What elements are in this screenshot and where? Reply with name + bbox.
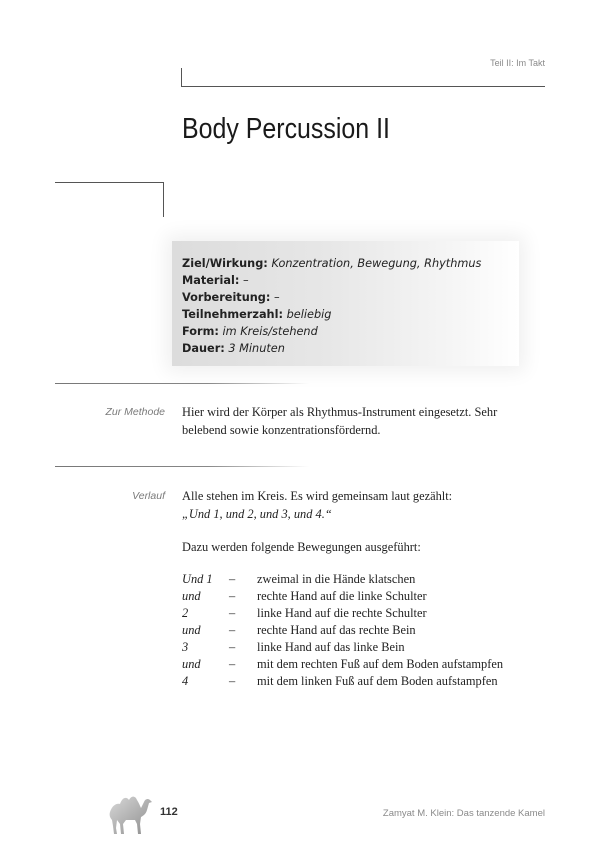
methode-line: belebend sowie konzentrationsfördernd. bbox=[182, 423, 381, 437]
step-count: 3 bbox=[182, 640, 189, 654]
step-count: Und 1 bbox=[182, 572, 213, 586]
page-title: Body Percussion II bbox=[182, 113, 390, 145]
methode-line: Hier wird der Körper als Rhythmus-Instrument eingesetzt. Sehr bbox=[182, 405, 498, 419]
movements-intro: Dazu werden folgende Bewegungen ausgeführt: bbox=[182, 540, 421, 554]
info-label: Teilnehmerzahl: bbox=[182, 308, 283, 322]
step-action: linke Hand auf die rechte Schulter bbox=[257, 606, 427, 620]
info-row-vorbereitung bbox=[182, 289, 481, 306]
info-label: Vorbereitung: bbox=[182, 291, 271, 305]
info-row-material bbox=[182, 272, 481, 289]
section-label-methode: Zur Methode bbox=[105, 406, 165, 418]
step-count: 4 bbox=[182, 674, 189, 688]
info-row-ziel bbox=[182, 255, 481, 272]
camel-icon bbox=[104, 790, 156, 836]
step-count: und bbox=[182, 623, 201, 637]
step-action: rechte Hand auf die linke Schulter bbox=[257, 589, 427, 603]
header-rule-horizontal bbox=[181, 86, 545, 87]
info-value: beliebig bbox=[286, 308, 332, 322]
info-value: 3 Minuten bbox=[228, 342, 285, 356]
corner-rule-horizontal bbox=[55, 182, 163, 183]
info-value: – bbox=[242, 274, 249, 288]
step-action: mit dem rechten Fuß auf dem Boden aufstampfen bbox=[257, 657, 504, 671]
info-value: im Kreis/stehend bbox=[222, 325, 318, 339]
step-dash: – bbox=[229, 606, 236, 620]
section-divider bbox=[55, 466, 309, 467]
info-label: Material: bbox=[182, 274, 240, 288]
page-number: 112 bbox=[160, 806, 178, 818]
verlauf-intro bbox=[182, 487, 452, 523]
info-label: Form: bbox=[182, 325, 219, 339]
step-action: linke Hand auf das linke Bein bbox=[257, 640, 405, 654]
info-value: Konzentration, Bewegung, Rhythmus bbox=[271, 257, 482, 270]
section-label-verlauf: Verlauf bbox=[132, 490, 165, 502]
info-row-teilnehmerzahl bbox=[182, 306, 481, 323]
section-divider bbox=[55, 383, 309, 384]
info-label: Dauer: bbox=[182, 342, 225, 356]
running-head: Teil II: Im Takt bbox=[490, 58, 545, 68]
info-value: – bbox=[274, 291, 280, 305]
step-dash: – bbox=[229, 674, 236, 688]
step-count: 2 bbox=[182, 606, 189, 620]
step-dash: – bbox=[229, 572, 236, 586]
info-row-dauer bbox=[182, 340, 481, 357]
step-count: und bbox=[182, 657, 201, 671]
counting-phrase: „Und 1, und 2, und 3, und 4.“ bbox=[182, 507, 332, 521]
methode-text bbox=[182, 403, 497, 439]
book-reference: Zamyat M. Klein: Das tanzende Kamel bbox=[382, 808, 545, 819]
step-action: rechte Hand auf das rechte Bein bbox=[257, 623, 416, 637]
step-dash: – bbox=[229, 589, 236, 603]
step-count: und bbox=[182, 589, 201, 603]
verlauf-intro-line: Alle stehen im Kreis. Es wird gemeinsam laut gezählt: bbox=[182, 489, 453, 503]
header-rule-vertical bbox=[181, 68, 182, 86]
step-dash: – bbox=[229, 623, 236, 637]
step-action: mit dem linken Fuß auf dem Boden aufstampfen bbox=[257, 674, 498, 688]
info-label: Ziel/Wirkung: bbox=[182, 257, 268, 270]
step-dash: – bbox=[229, 657, 236, 671]
info-row-form bbox=[182, 323, 481, 340]
step-action: zweimal in die Hände klatschen bbox=[257, 572, 416, 586]
info-list bbox=[182, 255, 481, 358]
corner-rule-vertical bbox=[163, 182, 164, 217]
step-dash: – bbox=[229, 640, 236, 654]
